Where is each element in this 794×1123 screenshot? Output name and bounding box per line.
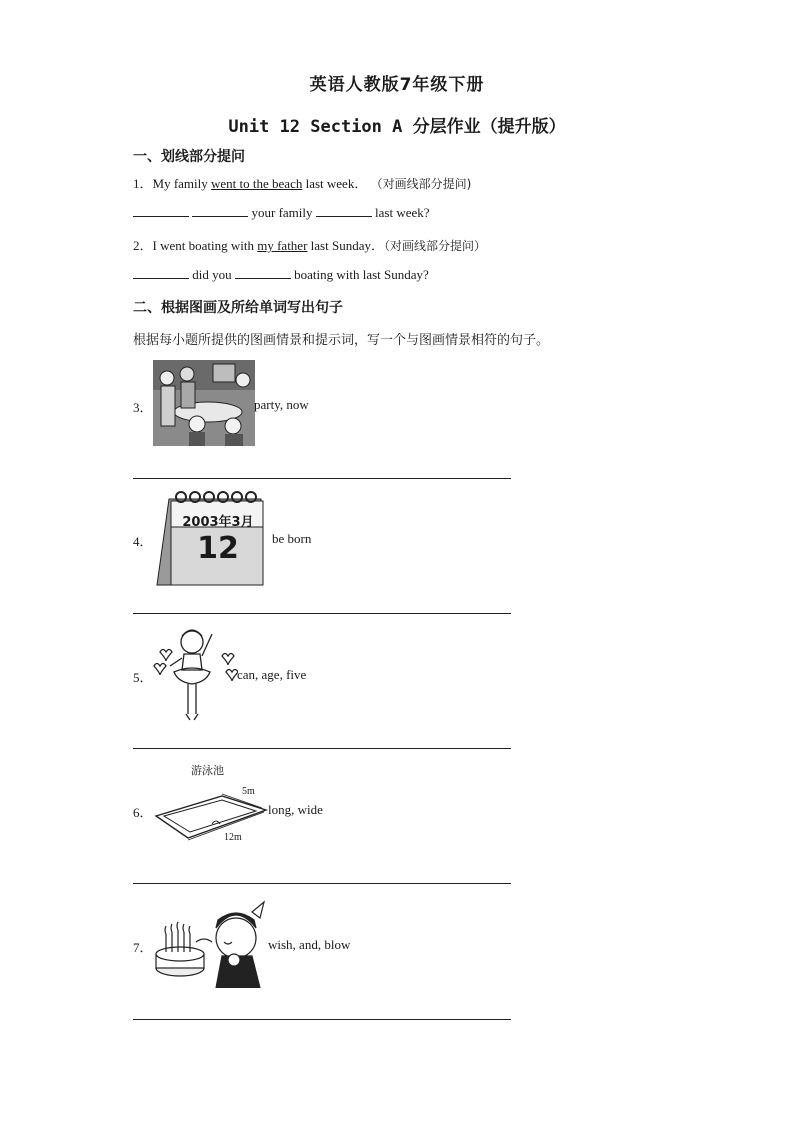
answer-text: boating with last Sunday? — [290, 267, 429, 282]
answer-blank[interactable] — [235, 266, 291, 279]
pool-width-label: 5m — [242, 786, 255, 797]
item-number-6: 6． — [133, 805, 153, 820]
answer-line-6[interactable] — [133, 883, 511, 884]
question-note: （对画线部分提问） — [383, 239, 486, 253]
answer-line-4[interactable] — [133, 613, 511, 614]
question-number: 1． — [133, 176, 153, 191]
section-heading-2: 二、根据图画及所给单词写出句子 — [133, 300, 343, 316]
underlined-phrase: went to the beach — [211, 176, 303, 191]
item-number-3: 3． — [133, 400, 153, 415]
answer-blank[interactable] — [133, 204, 189, 217]
hint-5: can, age, five — [237, 667, 307, 682]
birthday-boy-image — [152, 898, 270, 988]
hint-3: party, now — [254, 397, 309, 412]
question-note: （对画线部分提问) — [370, 177, 472, 191]
answer-blank[interactable] — [316, 204, 372, 217]
question-number: 2． — [133, 238, 153, 253]
answer-line-5[interactable] — [133, 748, 511, 749]
question-1 — [133, 173, 471, 192]
question-text: I went boating with — [152, 238, 258, 253]
question-2 — [133, 235, 486, 254]
party-image — [153, 360, 255, 446]
instruction-text: 根据每小题所提供的图画情景和提示词，写一个与图画情景相符的句子。 — [133, 333, 550, 348]
calendar-day: 12 — [197, 531, 239, 566]
answer-text: last week? — [371, 205, 430, 220]
answer-line-1 — [133, 204, 430, 221]
hint-6: long, wide — [268, 802, 323, 817]
swimming-pool-image — [152, 786, 270, 846]
question-text: My family — [152, 176, 212, 191]
page-title: 英语人教版7年级下册 — [309, 75, 485, 95]
answer-blank[interactable] — [133, 266, 189, 279]
hint-7: wish, and, blow — [268, 937, 351, 952]
answer-text: did you — [189, 267, 235, 282]
calendar-month: 2003年3月 — [182, 515, 254, 530]
question-text: last week． — [302, 176, 368, 191]
question-text: last Sunday． — [307, 238, 384, 253]
section-heading-1: 一、划线部分提问 — [133, 149, 245, 165]
answer-line-7[interactable] — [133, 1019, 511, 1020]
answer-text: your family — [248, 205, 316, 220]
item-number-5: 5． — [133, 670, 153, 685]
pool-length-label: 12m — [224, 832, 242, 843]
answer-line-3[interactable] — [133, 478, 511, 479]
underlined-phrase: my father — [257, 238, 308, 253]
item-number-4: 4． — [133, 534, 153, 549]
answer-blank[interactable] — [192, 204, 248, 217]
pool-label: 游泳池 — [191, 764, 224, 777]
page-subtitle: Unit 12 Section A 分层作业（提升版） — [228, 117, 566, 137]
hint-4: be born — [272, 531, 312, 546]
ballet-girl-image — [152, 622, 238, 726]
calendar-image — [153, 487, 267, 587]
answer-line-2 — [133, 266, 429, 283]
item-number-7: 7． — [133, 940, 153, 955]
